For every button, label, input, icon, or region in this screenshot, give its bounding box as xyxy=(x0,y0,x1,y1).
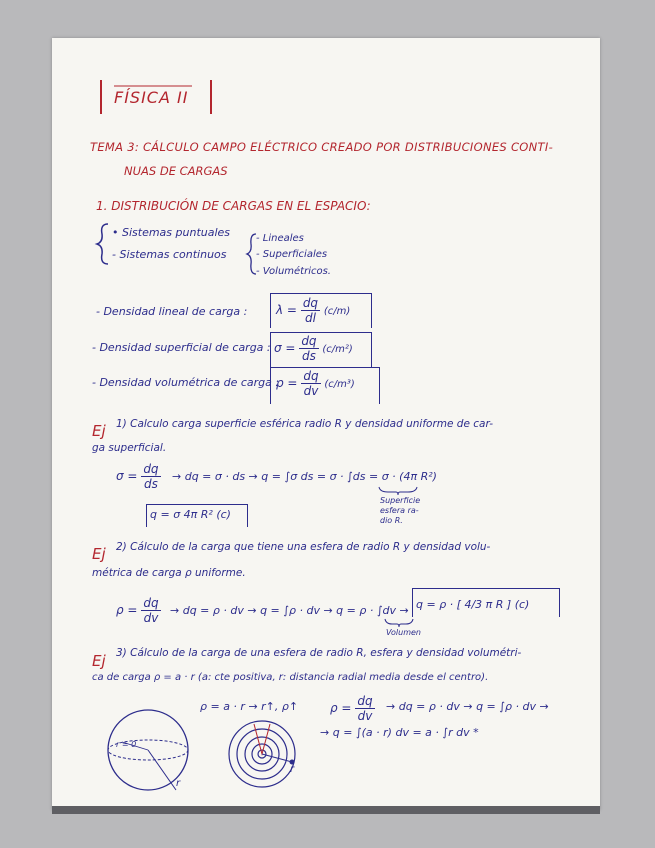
ex3-rho-num: dq xyxy=(357,694,373,708)
ex2-tag: Ej xyxy=(92,545,106,563)
ex3-line-2: ca de carga ρ = a · r (a: cte positiva, r: distancia radial media desde el centro). xyxy=(92,672,489,683)
topic-line-1: TEMA 3: CÁLCULO CAMPO ELÉCTRICO CREADO POR DISTRIBUCIONES CONTI- xyxy=(90,140,554,154)
linear-den: dl xyxy=(304,311,316,325)
volume-num: dq xyxy=(303,369,319,383)
linear-density-formula xyxy=(276,296,350,325)
linear-fraction xyxy=(301,296,320,325)
ex3-eq-c: → q = ∫(a · r) dv = a · ∫r dv * xyxy=(320,726,479,739)
ex1-sigma-den: ds xyxy=(143,477,158,491)
ex1-note-line-1: Superficie xyxy=(380,496,421,505)
item-puntuales: • Sistemas puntuales xyxy=(112,226,231,239)
ex2-line-2: métrica de carga ρ uniforme. xyxy=(92,567,246,579)
ex1-underbrace-icon xyxy=(378,486,418,496)
linear-unit: (c/m) xyxy=(323,306,351,317)
ex3-eq-b: → dq = ρ · dv → q = ∫ρ · dv → xyxy=(386,700,549,713)
volume-fraction xyxy=(301,369,320,398)
ex1-line-1: 1) Calculo carga superficie esférica radio R y densidad uniforme de car- xyxy=(116,418,494,430)
surface-den: ds xyxy=(301,349,316,363)
ex2-rho-num: dq xyxy=(143,596,159,610)
ex1-tag: Ej xyxy=(92,422,106,440)
ex2-result: q = ρ · [ 4/3 π R ] (c) xyxy=(416,598,530,611)
title-overline xyxy=(114,84,194,88)
concentric-rings-diagram xyxy=(226,718,306,798)
surface-num: dq xyxy=(301,334,317,348)
rings-radius-label: r xyxy=(290,764,295,775)
linear-num: dq xyxy=(302,296,319,310)
surface-density-formula xyxy=(274,334,353,363)
ex1-result: q = σ 4π R² (c) xyxy=(150,508,231,521)
surface-fraction xyxy=(299,334,318,363)
page-title: FÍSICA II xyxy=(114,88,189,107)
ex2-line-1: 2) Cálculo de la carga que tiene una esfera de radio R y densidad volu- xyxy=(116,541,491,553)
ex2-underbrace-icon xyxy=(384,618,414,628)
ex1-chain: → dq = σ · ds → q = ∫σ ds = σ · ∫ds = σ · (4π R²) xyxy=(172,470,437,483)
sphere-radius-label: r xyxy=(176,778,181,789)
volume-den: dv xyxy=(303,384,319,398)
ex3-rho xyxy=(330,694,375,723)
linear-lhs: λ = xyxy=(276,303,297,317)
ex1-note xyxy=(380,496,420,526)
ex3-rho-fraction xyxy=(355,694,374,723)
surface-density-label: - Densidad superficial de carga : xyxy=(92,341,271,354)
ex3-eq-a: ρ = a · r → r↑, ρ↑ xyxy=(200,700,299,713)
ex2-rho-den: dv xyxy=(143,611,159,625)
ex1-line-2: ga superficial. xyxy=(92,442,167,454)
ex1-sigma-num: dq xyxy=(143,462,159,476)
ex2-chain: → dq = ρ · dv → q = ∫ρ · dv → q = ρ · ∫dv → xyxy=(170,604,409,617)
ex1-sigma xyxy=(116,462,161,491)
ex1-sigma-fraction xyxy=(141,462,160,491)
ex3-line-1: 3) Cálculo de la carga de una esfera de radio R, esfera y densidad volumétri- xyxy=(116,647,522,659)
sub-volumetricos: - Volumétricos. xyxy=(256,266,331,277)
sphere-center-label: r = 0 xyxy=(116,740,137,749)
ex3-tag: Ej xyxy=(92,652,106,670)
linear-density-label: - Densidad lineal de carga : xyxy=(96,305,248,318)
ex2-note: Volumen xyxy=(386,628,421,637)
ex3-rho-den: dv xyxy=(357,709,373,723)
ex1-note-line-2: esfera ra- xyxy=(380,506,419,515)
ex2-rho-fraction xyxy=(141,596,160,625)
sub-superficiales: - Superficiales xyxy=(256,249,328,260)
ex3-rho-lhs: ρ = xyxy=(330,701,352,715)
volume-lhs: ρ = xyxy=(276,376,298,390)
volume-density-label: - Densidad volumétrica de carga : xyxy=(92,376,280,389)
ex1-sigma-lhs: σ = xyxy=(116,469,138,483)
ex2-rho xyxy=(116,596,161,625)
item-continuos: - Sistemas continuos xyxy=(112,248,227,261)
sphere-diagram xyxy=(104,706,194,796)
left-brace-icon xyxy=(96,222,110,266)
volume-unit: (c/m³) xyxy=(324,379,355,390)
ex1-note-line-3: dio R. xyxy=(380,516,403,525)
section1-heading: 1. DISTRIBUCIÓN DE CARGAS EN EL ESPACIO: xyxy=(96,199,371,213)
topic-line-2: NUAS DE CARGAS xyxy=(124,164,228,178)
surface-lhs: σ = xyxy=(274,341,296,355)
sub-lineales: - Lineales xyxy=(256,233,304,244)
sheet-shadow xyxy=(52,806,600,814)
ex2-rho-lhs: ρ = xyxy=(116,603,138,617)
volume-density-formula xyxy=(276,369,355,398)
surface-unit: (c/m²) xyxy=(322,344,353,355)
